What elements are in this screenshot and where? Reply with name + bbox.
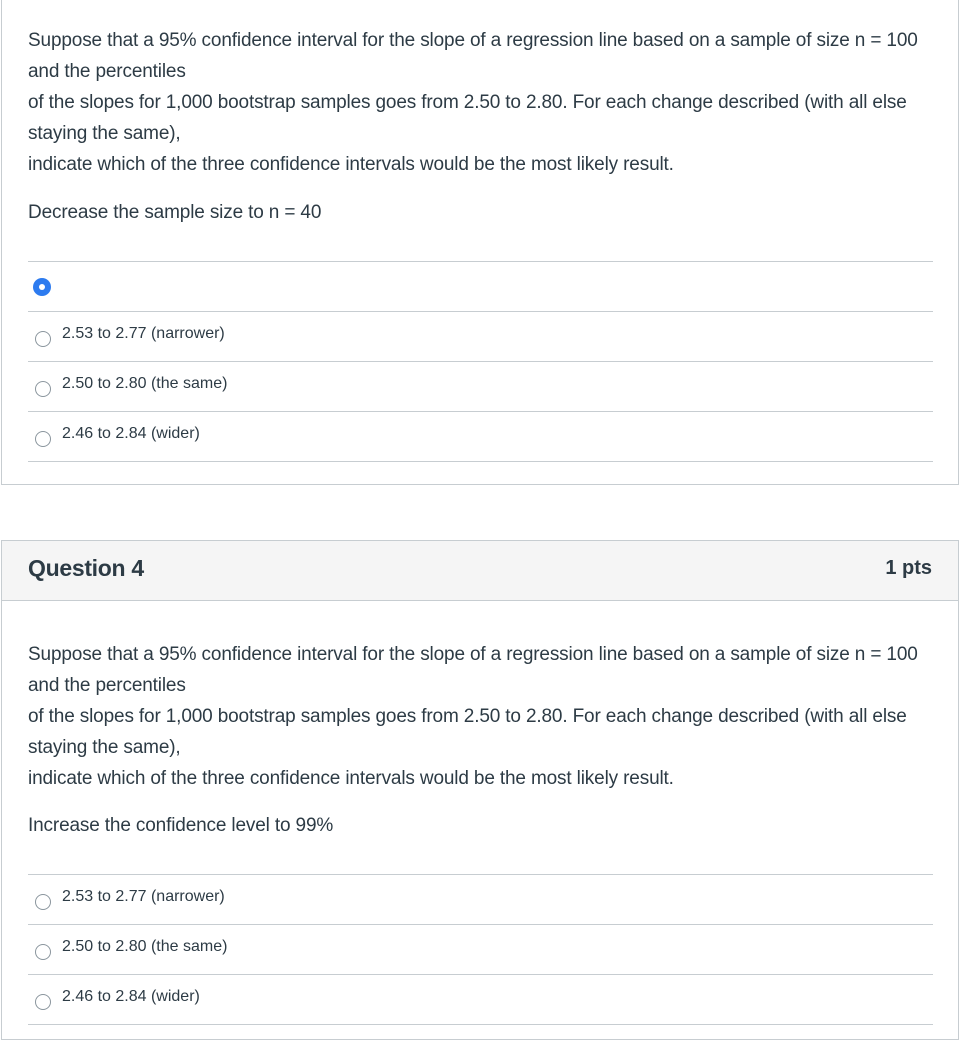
question-3-text <box>28 25 933 180</box>
radio-selected-icon[interactable] <box>33 278 51 296</box>
question-4-answer-1[interactable] <box>28 875 933 925</box>
question-3-answer-2[interactable] <box>28 312 933 362</box>
question-3-paragraph-1: Suppose that a 95% confidence interval for the slope of a regression line based on a sample of size n = 100 and the percentiles <box>28 30 918 82</box>
question-4-answers <box>28 874 933 1025</box>
question-points: 1 pts <box>885 557 932 579</box>
question-4-answer-2[interactable] <box>28 925 933 975</box>
question-4-paragraph-2: of the slopes for 1,000 bootstrap samples goes from 2.50 to 2.80. For each change described (with all else staying the same), <box>28 706 907 758</box>
question-3-card <box>1 0 959 485</box>
question-3-subquestion: Decrease the sample size to n = 40 <box>28 202 322 223</box>
radio-icon[interactable] <box>35 331 51 347</box>
question-3-answer-1[interactable] <box>28 262 933 312</box>
radio-icon[interactable] <box>35 994 51 1010</box>
answer-label: 2.50 to 2.80 (the same) <box>62 375 228 392</box>
question-title: Question 4 <box>28 555 144 581</box>
answer-label: 2.53 to 2.77 (narrower) <box>62 888 225 905</box>
question-3-answer-3[interactable] <box>28 362 933 412</box>
question-3-paragraph-2: of the slopes for 1,000 bootstrap samples goes from 2.50 to 2.80. For each change described (with all else staying the same), <box>28 92 907 144</box>
radio-icon[interactable] <box>35 944 51 960</box>
answer-label: 2.46 to 2.84 (wider) <box>62 988 200 1005</box>
question-4-subquestion: Increase the confidence level to 99% <box>28 815 334 836</box>
question-4-header <box>2 541 958 601</box>
question-3-paragraph-3: indicate which of the three confidence intervals would be the most likely result. <box>28 154 674 175</box>
question-3-answer-4[interactable] <box>28 412 933 462</box>
question-3-answers <box>28 261 933 462</box>
question-4-paragraph-3: indicate which of the three confidence intervals would be the most likely result. <box>28 768 674 789</box>
question-4-card <box>1 540 959 1040</box>
radio-icon[interactable] <box>35 431 51 447</box>
answer-label: 2.53 to 2.77 (narrower) <box>62 325 225 342</box>
question-4-paragraph-1: Suppose that a 95% confidence interval for the slope of a regression line based on a sample of size n = 100 and the percentiles <box>28 644 918 696</box>
radio-icon[interactable] <box>35 894 51 910</box>
question-4-answer-3[interactable] <box>28 975 933 1025</box>
answer-label: 2.50 to 2.80 (the same) <box>62 938 228 955</box>
question-4-text <box>28 639 933 794</box>
answer-label: 2.46 to 2.84 (wider) <box>62 425 200 442</box>
radio-icon[interactable] <box>35 381 51 397</box>
